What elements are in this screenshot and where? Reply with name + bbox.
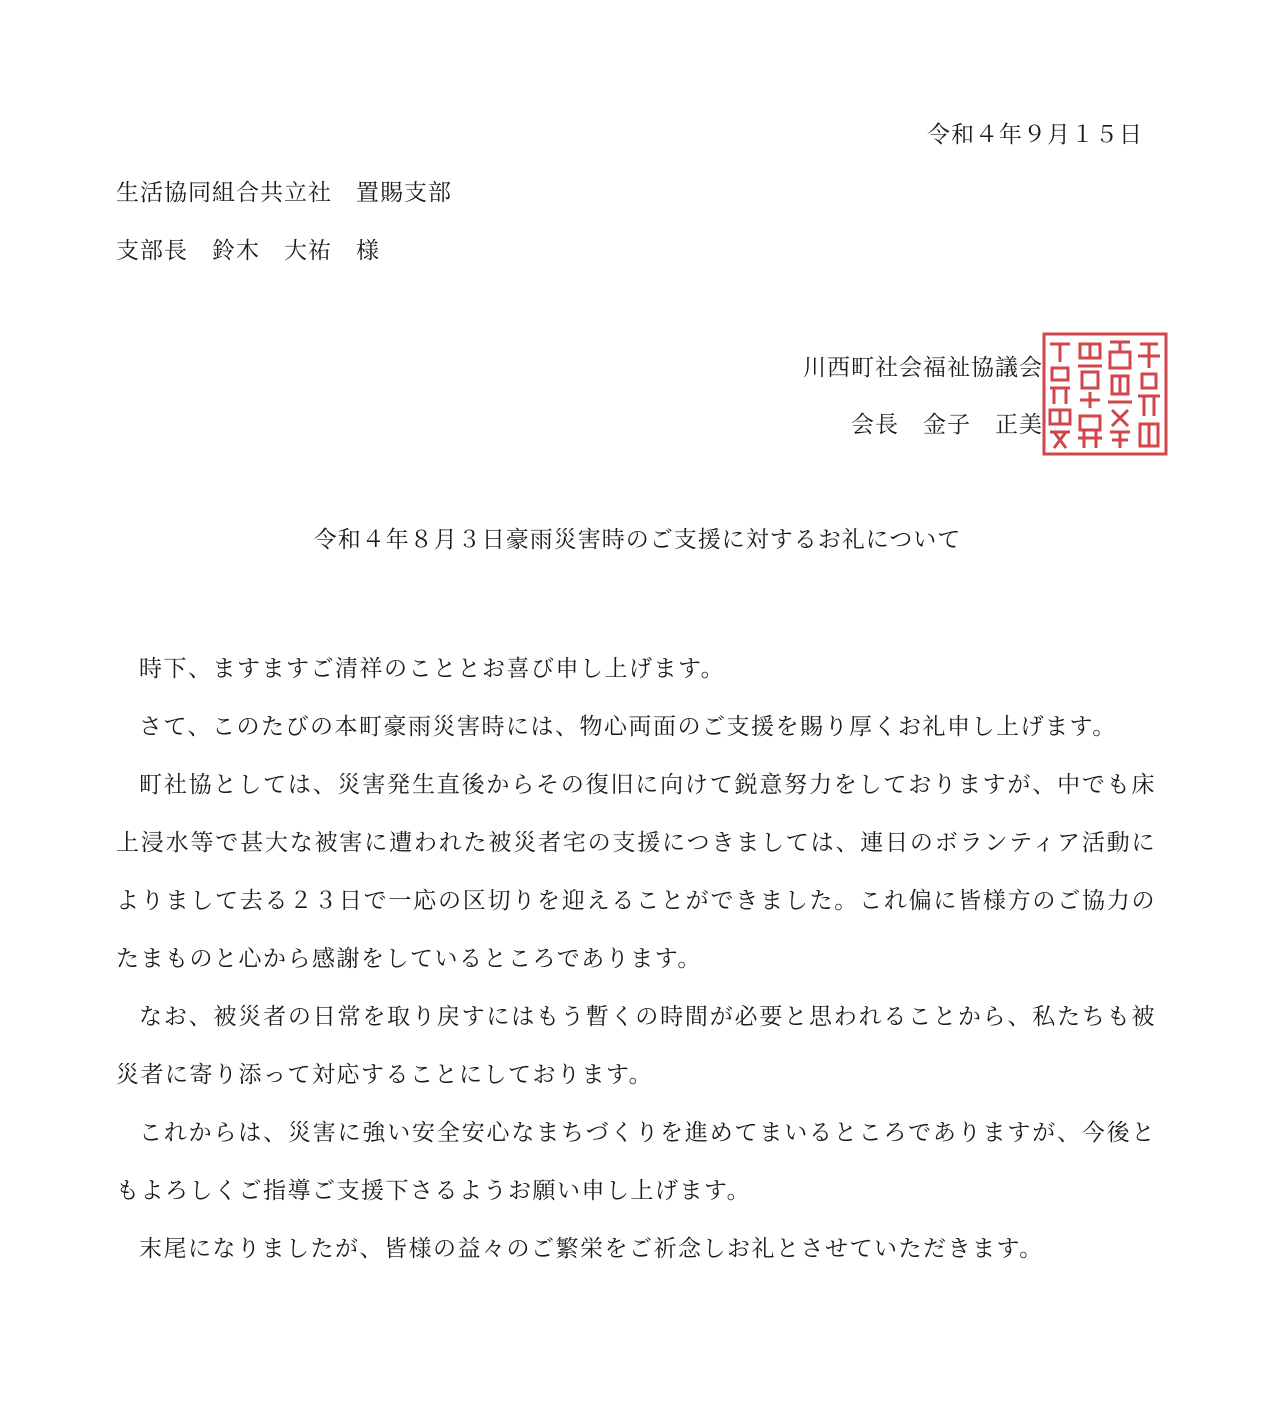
recipient-organization: 生活協同組合共立社 置賜支部 [116, 180, 452, 206]
body-paragraph: なお、被災者の日常を取り戻すにはもう暫くの時間が必要と思われることから、私たちも被災者に寄り添って対応することにしております。 [116, 1004, 1156, 1088]
letter-title: 令和４年８月３日豪雨災害時のご支援に対するお礼について [313, 527, 962, 553]
letter-body [116, 640, 1156, 1278]
recipient-name: 支部長 鈴木 大祐 様 [116, 238, 380, 264]
body-paragraph: さて、このたびの本町豪雨災害時には、物心両面のご支援を賜り厚くお礼申し上げます。 [139, 714, 1117, 740]
body-paragraph: 末尾になりましたが、皆様の益々のご繁栄をご祈念しお礼とさせていただきます。 [139, 1236, 1044, 1262]
body-paragraph: これからは、災害に強い安全安心なまちづくりを進めてまいるところでありますが、今後ともよろしくご指導ご支援下さるようお願い申し上げます。 [116, 1120, 1156, 1204]
official-seal-stamp [1040, 330, 1170, 458]
body-paragraph: 時下、ますますご清祥のこととお喜び申し上げます。 [139, 656, 726, 682]
sender-organization: 川西町社会福祉協議会 [803, 355, 1043, 381]
body-paragraph: 町社協としては、災害発生直後からその復旧に向けて鋭意努力をしておりますが、中でも床上浸水等で甚大な被害に遭われた被災者宅の支援につきましては、連日のボランティア活動によりまして去る２３日で一応の区切りを迎えることができました。これ偏に皆様方のご協力のたまものと心から感謝をしているところであります。 [116, 772, 1156, 972]
sender-name: 会長 金子 正美 [851, 412, 1043, 438]
letter-date: 令和４年９月１５日 [927, 122, 1143, 148]
